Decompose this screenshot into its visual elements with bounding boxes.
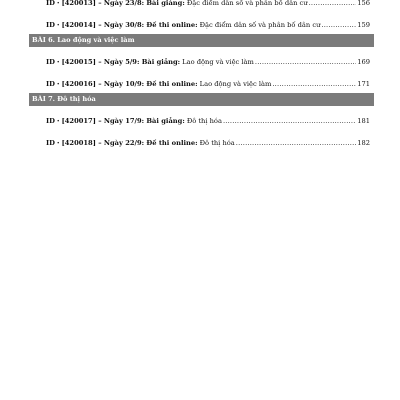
toc-entry-page: 169 [357, 58, 370, 66]
toc-entry-420015[interactable] [29, 47, 374, 67]
toc-entry-title: Đặc điểm dân số và phân bố dân cư [186, 0, 308, 7]
toc-entry-title: Đô thị hóa [186, 117, 222, 125]
toc-leader-dots [236, 139, 356, 148]
toc-entry-page: 156 [357, 0, 370, 7]
toc-entry-title: Lao động và việc làm [199, 80, 272, 88]
toc-entry-id: ID・[420018] – Ngày 22/9: Đề thi online: [46, 139, 198, 147]
toc-entry-title: Đặc điểm dân số và phân bố dân cư [199, 21, 321, 29]
toc-entry-420014[interactable] [29, 8, 374, 30]
toc-entry-id: ID・[420016] – Ngày 10/9: Đề thi online: [46, 80, 198, 88]
section-heading-bai-6: BÀI 6. Lao động và việc làm [29, 34, 374, 47]
toc-entry-id: ID・[420014] – Ngày 30/8: Đề thi online: [46, 21, 198, 29]
toc-entry-page: 182 [357, 139, 370, 147]
toc-entry-title: Đô thị hóa [199, 139, 235, 147]
toc-leader-dots [272, 80, 356, 89]
toc-leader-dots [309, 0, 357, 8]
toc-entry-420013[interactable] [29, 0, 374, 8]
toc-entry-page: 159 [357, 21, 370, 29]
toc-leader-dots [321, 21, 356, 30]
toc-entry-420018[interactable] [29, 126, 374, 148]
toc-entry-420017[interactable] [29, 106, 374, 126]
table-of-contents [29, 0, 374, 148]
toc-entry-id: ID・[420015] – Ngày 5/9: Bài giảng: [46, 58, 181, 66]
toc-entry-id: ID・[420017] – Ngày 17/9: Bài giảng: [46, 117, 185, 125]
toc-leader-dots [223, 117, 356, 126]
toc-entry-page: 181 [357, 117, 370, 125]
toc-entry-title: Lao động và việc làm [182, 58, 254, 66]
toc-leader-dots [255, 58, 356, 67]
section-heading-bai-7: BÀI 7. Đô thị hóa [29, 93, 374, 106]
toc-entry-id: ID・[420013] – Ngày 23/8: Bài giảng: [46, 0, 185, 7]
toc-entry-420016[interactable] [29, 67, 374, 89]
toc-entry-page: 171 [357, 80, 370, 88]
